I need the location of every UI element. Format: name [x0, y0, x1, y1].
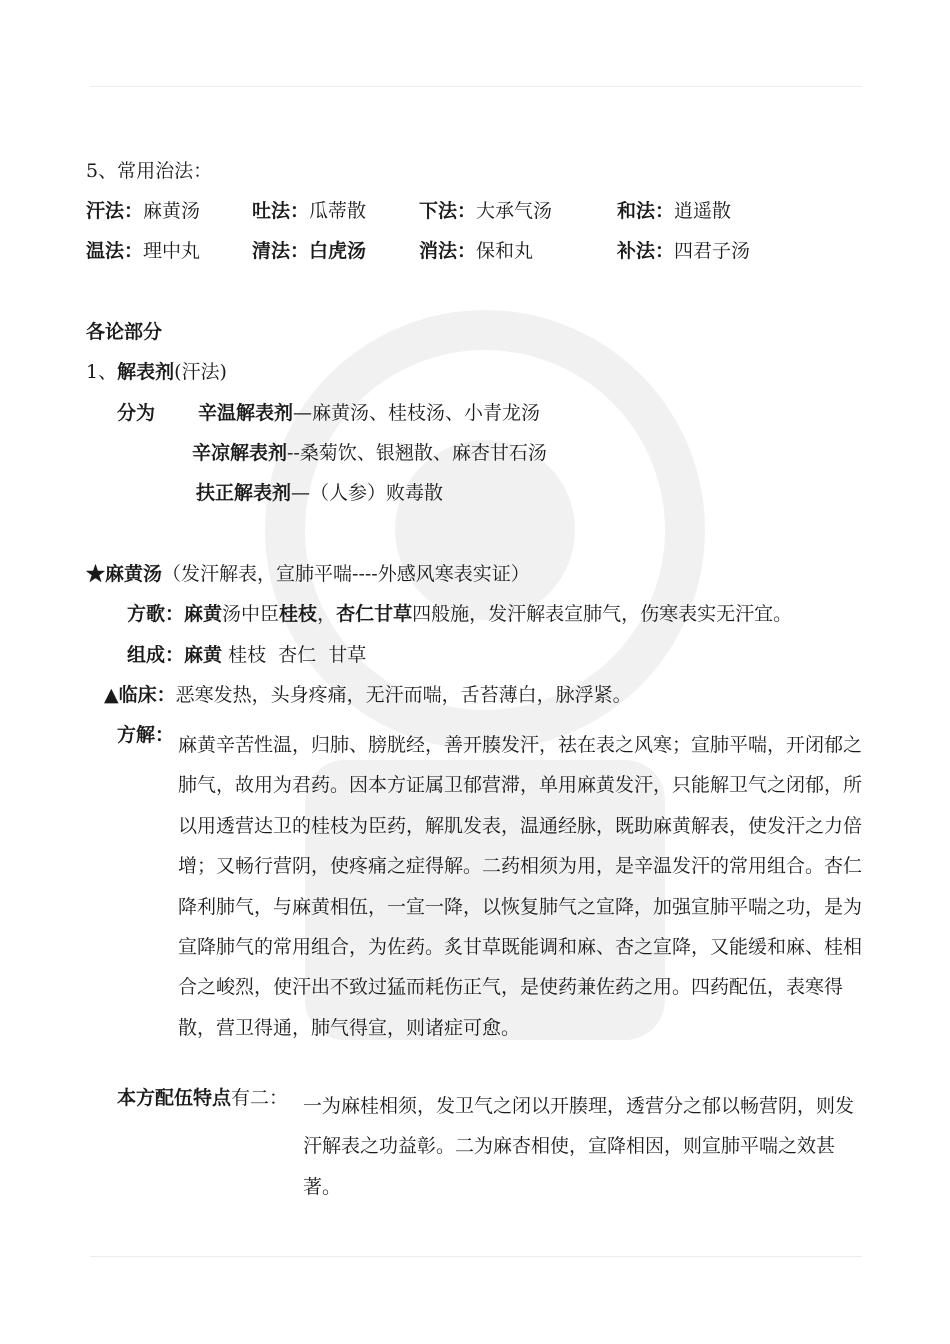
method-cell	[617, 199, 731, 223]
section-title: 各论部分	[86, 321, 163, 343]
method-formula: 四君子汤	[674, 240, 751, 262]
category-name: 辛温解表剂	[198, 402, 294, 424]
method-colon: ：	[655, 200, 675, 222]
category-items: 麻黄汤、桂枝汤、小青龙汤	[312, 402, 541, 424]
category-sep: —	[291, 482, 311, 504]
triangle-icon: ▲	[104, 684, 119, 706]
category-line	[198, 401, 540, 425]
feature-suffix: 有二：	[231, 1087, 289, 1109]
section-subtitle	[86, 360, 227, 384]
formula-composition	[127, 643, 366, 667]
method-name: 吐法	[252, 200, 291, 222]
analysis-label: 方解：	[117, 724, 175, 746]
footer-rule	[90, 1256, 862, 1257]
category-name: 扶正解表剂	[196, 482, 292, 504]
song-segment: 汤中臣	[222, 603, 280, 625]
song-segment: 桂枝	[279, 603, 318, 625]
clinical-label: 临床：	[118, 684, 176, 706]
method-cell	[617, 239, 750, 263]
method-formula: 白虎汤	[309, 240, 367, 262]
method-cell	[252, 239, 366, 263]
method-name: 补法	[617, 240, 656, 262]
method-colon: ：	[290, 200, 310, 222]
category-name: 辛凉解表剂	[192, 442, 288, 464]
feature-label: 本方配伍特点	[117, 1087, 232, 1109]
method-name: 消法	[419, 240, 458, 262]
category-line	[192, 441, 547, 465]
song-segment: 麻黄	[184, 603, 223, 625]
method-formula: 保和丸	[476, 240, 534, 262]
method-formula: 瓜蒂散	[309, 200, 367, 222]
feature-heading	[117, 1086, 288, 1110]
subtitle-number: 1、	[86, 361, 118, 383]
song-text	[184, 603, 792, 625]
category-items: 桑菊饮、银翘散、麻杏甘石汤	[299, 442, 547, 464]
song-label: 方歌：	[127, 603, 185, 625]
method-colon: ：	[124, 200, 144, 222]
method-name: 清法	[252, 240, 291, 262]
clinical-text: 恶寒发热，头身疼痛，无汗而喘，舌苔薄白，脉浮紧。	[175, 684, 632, 706]
category-line	[196, 481, 443, 505]
methods-heading: 5、常用治法：	[86, 160, 213, 182]
song-segment: ，	[317, 603, 337, 625]
method-name: 和法	[617, 200, 656, 222]
formula-name: 麻黄汤	[105, 563, 163, 585]
formula-summary: （发汗解表，宣肺平喘----外感风寒表实证）	[162, 563, 530, 585]
method-colon: ：	[124, 240, 144, 262]
star-icon: ★	[86, 563, 106, 585]
analysis-text: 麻黄辛苦性温，归肺、膀胱经，善开腠发汗，祛在表之风寒；宣肺平喘，开闭郁之肺气，故用为君药。因本方证属卫郁营滞，单用麻黄发汗，只能解卫气之闭郁，所以用透营达卫的桂枝为臣药，解肌发表，温通经脉，既助麻黄解表，使发汗之力倍增；又畅行营阴，使疼痛之症得解。二药相须为用，是辛温发汗的常用组合。杏仁降利肺气，与麻黄相伍，一宣一降，以恢复肺气之宣降，加强宣肺平喘之功，是为宣降肺气的常用组合，为佐药。炙甘草既能调和麻、杏之宣降，又能缓和麻、桂相合之峻烈，使汗出不致过猛而耗伤正气，是使药兼佐药之用。四药配伍，表寒得散，营卫得通，肺气得宣，则诸症可愈。	[178, 734, 863, 1039]
category-sep: —	[293, 402, 313, 424]
subtitle-name: 解表剂	[117, 361, 175, 383]
composition-rest: 桂枝 杏仁 甘草	[222, 644, 367, 666]
song-segment: 四般施，发汗解表宣肺气，伤寒表实无汗宜。	[412, 603, 793, 625]
category-sep: --	[287, 442, 300, 464]
method-formula: 麻黄汤	[143, 200, 201, 222]
method-formula: 大承气汤	[476, 200, 553, 222]
song-segment: 杏仁甘草	[336, 603, 413, 625]
category-items: （人参）败毒散	[310, 482, 444, 504]
method-cell	[86, 199, 200, 223]
method-colon: ：	[655, 240, 675, 262]
composition-label: 组成：	[127, 644, 185, 666]
method-cell	[86, 239, 200, 263]
header-rule	[90, 86, 862, 87]
method-name: 下法	[419, 200, 458, 222]
subtitle-paren: (汗法)	[174, 361, 227, 383]
formula-clinical	[104, 683, 632, 707]
method-cell	[419, 239, 533, 263]
method-cell	[419, 199, 552, 223]
composition-main: 麻黄	[184, 644, 223, 666]
method-colon: ：	[457, 200, 477, 222]
method-colon: ：	[290, 240, 310, 262]
method-formula: 理中丸	[143, 240, 201, 262]
method-name: 汗法	[86, 200, 125, 222]
divide-label: 分为	[117, 402, 156, 424]
method-colon: ：	[457, 240, 477, 262]
method-name: 温法	[86, 240, 125, 262]
method-formula: 逍遥散	[674, 200, 732, 222]
formula-song	[127, 602, 792, 626]
feature-text: 一为麻桂相须，发卫气之闭以开腠理，透营分之郁以畅营阴，则发汗解表之功益彰。二为麻杏相使，宣降相因，则宣肺平喘之效甚著。	[303, 1095, 855, 1198]
method-cell	[252, 199, 366, 223]
formula-heading	[86, 562, 530, 586]
